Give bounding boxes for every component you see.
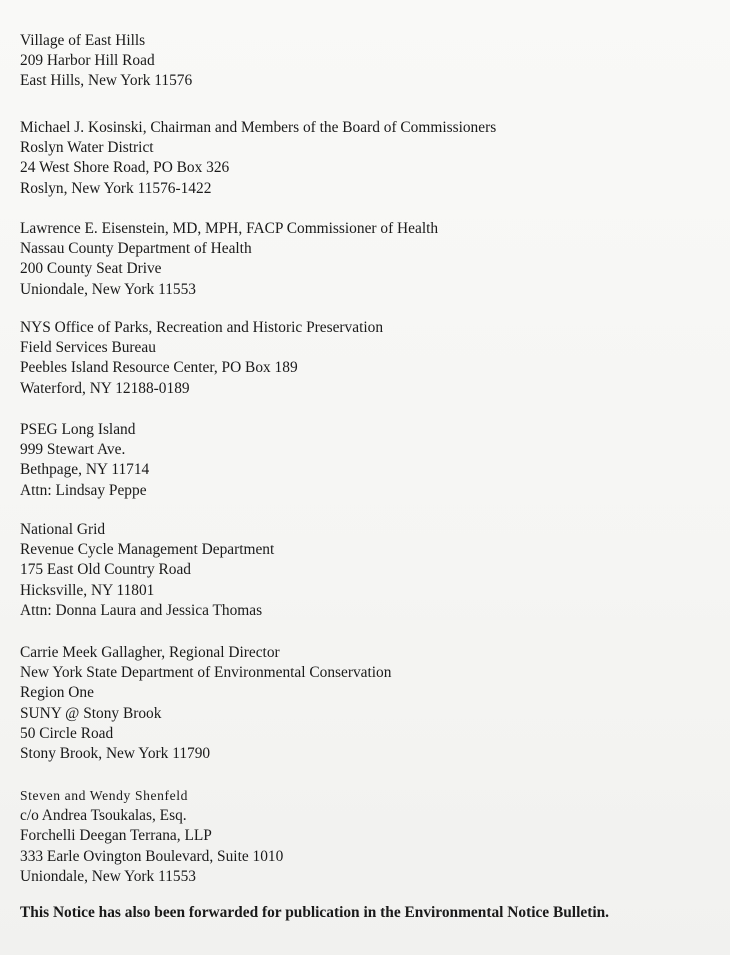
- address-line: Village of East Hills: [20, 32, 146, 49]
- address-line: Stony Brook, New York 11790: [20, 745, 211, 763]
- address-line: 175 East Old Country Road: [20, 561, 191, 579]
- address-line: Uniondale, New York 11553: [20, 867, 196, 885]
- recipient-village-of-east-hills: [20, 31, 192, 92]
- recipient-shenfeld: [20, 786, 283, 887]
- address-line: Attn: Lindsay Peppe: [20, 481, 147, 499]
- address-line: 999 Stewart Ave.: [20, 441, 126, 459]
- address-line: SUNY @ Stony Brook: [20, 704, 162, 722]
- address-line: National Grid: [20, 521, 106, 538]
- recipient-roslyn-water-district: [20, 118, 496, 199]
- address-line: New York State Department of Environmental Conservation: [20, 664, 392, 682]
- address-line: Michael J. Kosinski, Chairman and Members of the Board of Commissioners: [20, 119, 497, 136]
- recipient-nys-dec: [20, 643, 391, 764]
- address-line: NYS Office of Parks, Recreation and Historic Preservation: [20, 319, 384, 336]
- address-line: Revenue Cycle Management Department: [20, 541, 275, 559]
- address-line: c/o Andrea Tsoukalas, Esq.: [20, 807, 187, 825]
- recipient-nys-parks: [20, 318, 383, 399]
- address-line: Waterford, NY 12188-0189: [20, 379, 190, 397]
- address-line: Uniondale, New York 11553: [20, 280, 196, 298]
- address-line: 200 County Seat Drive: [20, 260, 162, 278]
- address-line: East Hills, New York 11576: [20, 72, 193, 90]
- publication-notice: This Notice has also been forwarded for publication in the Environmental Notice Bulletin.: [20, 904, 609, 921]
- address-line: Steven and Wendy Shenfeld: [20, 788, 189, 803]
- address-line: 50 Circle Road: [20, 724, 114, 742]
- address-line: 333 Earle Ovington Boulevard, Suite 1010: [20, 847, 284, 865]
- address-line: Roslyn, New York 11576-1422: [20, 179, 212, 197]
- recipient-pseg-long-island: [20, 420, 149, 501]
- address-line: 24 West Shore Road, PO Box 326: [20, 159, 230, 177]
- address-line: Field Services Bureau: [20, 339, 156, 357]
- address-line: Region One: [20, 684, 94, 702]
- address-line: 209 Harbor Hill Road: [20, 52, 155, 70]
- address-line: PSEG Long Island: [20, 421, 136, 438]
- address-line: Roslyn Water District: [20, 139, 154, 157]
- address-line: Nassau County Department of Health: [20, 240, 252, 258]
- address-line: Attn: Donna Laura and Jessica Thomas: [20, 601, 263, 619]
- address-line: Peebles Island Resource Center, PO Box 189: [20, 359, 298, 377]
- recipient-national-grid: [20, 520, 274, 621]
- recipient-nassau-county-health: [20, 219, 438, 300]
- address-line: Hicksville, NY 11801: [20, 581, 155, 599]
- address-line: Lawrence E. Eisenstein, MD, MPH, FACP Commissioner of Health: [20, 220, 439, 237]
- address-line: Bethpage, NY 11714: [20, 461, 150, 479]
- address-line: Carrie Meek Gallagher, Regional Director: [20, 644, 280, 661]
- address-line: Forchelli Deegan Terrana, LLP: [20, 827, 212, 845]
